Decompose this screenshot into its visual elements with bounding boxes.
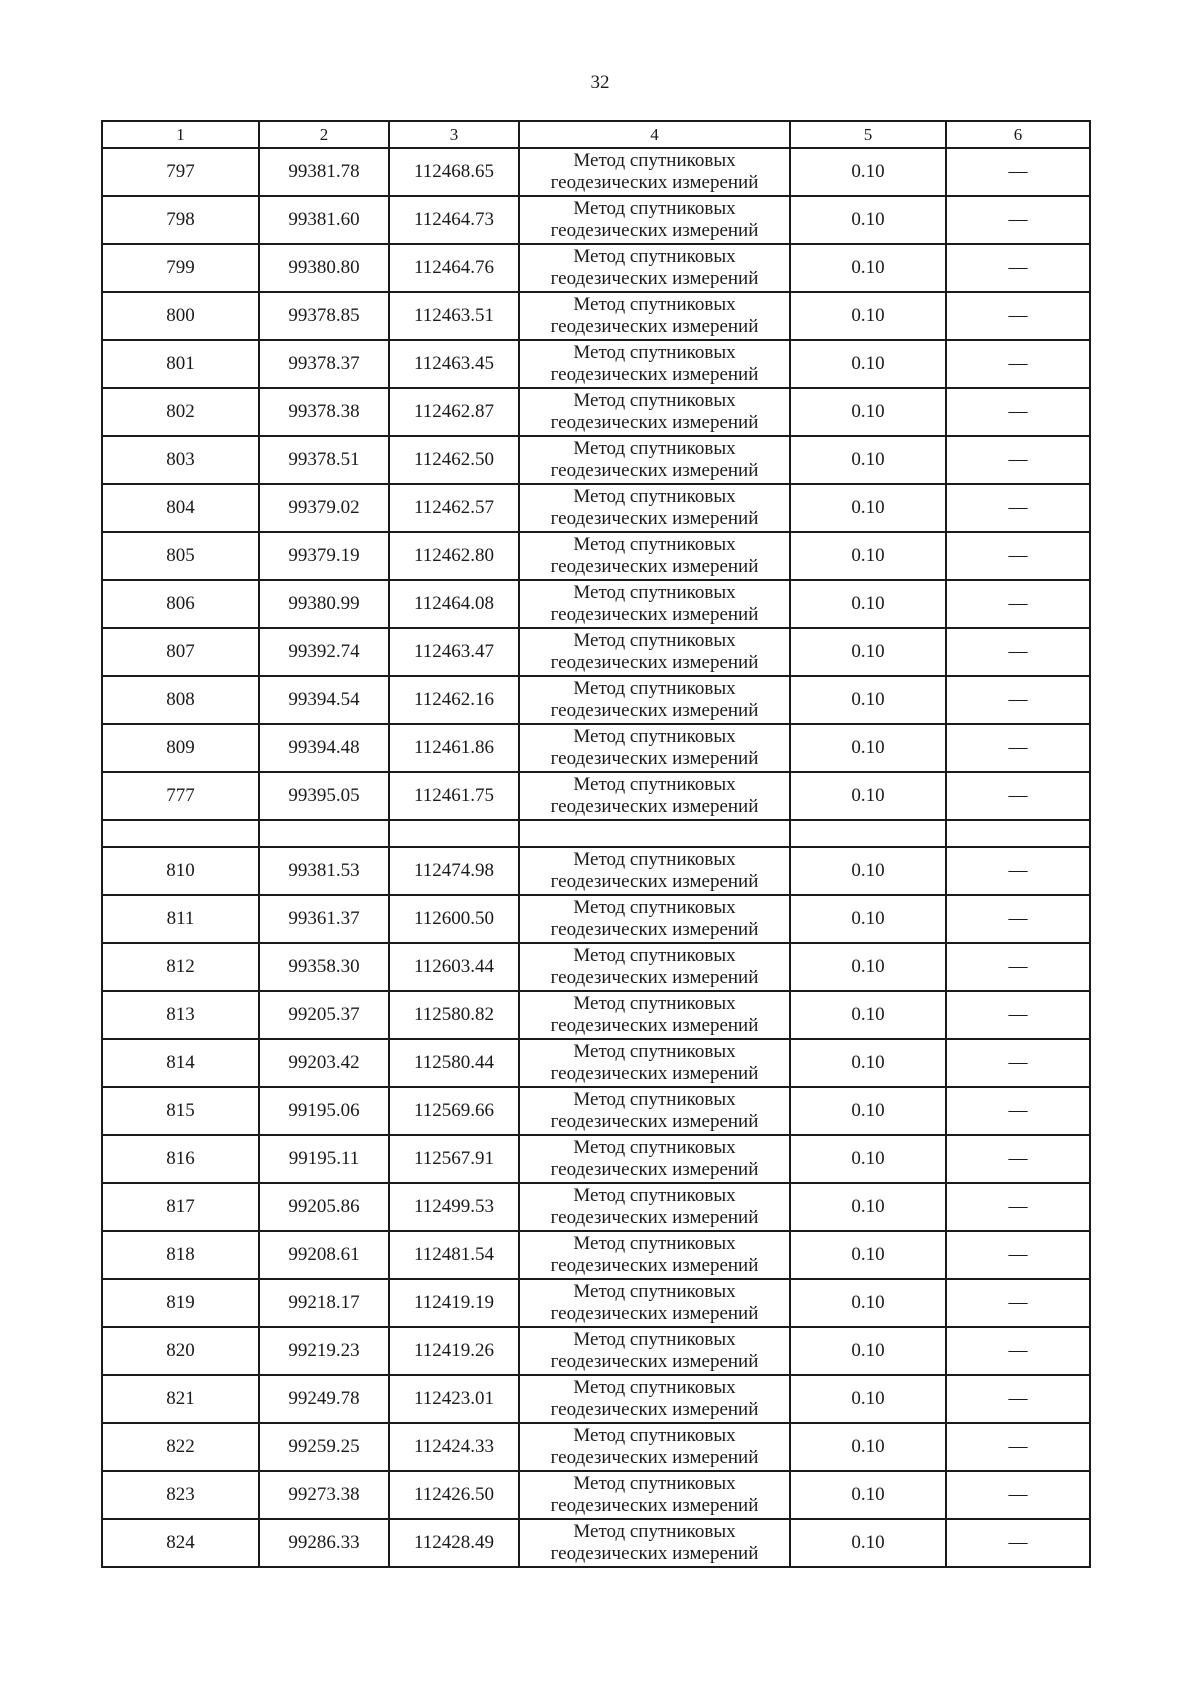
point-number-cell: 801 (102, 340, 259, 388)
y-coordinate-cell: 112426.50 (389, 1471, 519, 1519)
x-coordinate-cell: 99379.19 (259, 532, 389, 580)
method-text-line: геодезических измерений (550, 316, 759, 337)
accuracy-cell: 0.10 (790, 1039, 946, 1087)
method-text-line: Метод спутниковых (573, 534, 736, 555)
note-cell: — (946, 1087, 1090, 1135)
point-number-cell: 815 (102, 1087, 259, 1135)
accuracy-cell: 0.10 (790, 1183, 946, 1231)
method-cell (519, 676, 790, 724)
table-row (102, 1375, 1090, 1423)
point-number-cell: 806 (102, 580, 259, 628)
method-text-line: Метод спутниковых (573, 1137, 736, 1158)
x-coordinate-cell: 99394.48 (259, 724, 389, 772)
column-header: 5 (790, 121, 946, 148)
accuracy-cell: 0.10 (790, 1423, 946, 1471)
note-cell: — (946, 1279, 1090, 1327)
method-text-line: Метод спутниковых (573, 1425, 736, 1446)
method-text-line: геодезических измерений (550, 508, 759, 529)
accuracy-cell: 0.10 (790, 895, 946, 943)
note-cell: — (946, 1471, 1090, 1519)
point-number-cell: 824 (102, 1519, 259, 1567)
table-row (102, 244, 1090, 292)
x-coordinate-cell: 99208.61 (259, 1231, 389, 1279)
y-coordinate-cell: 112481.54 (389, 1231, 519, 1279)
method-text-line: Метод спутниковых (573, 294, 736, 315)
method-text-line: геодезических измерений (550, 1255, 759, 1276)
column-header: 4 (519, 121, 790, 148)
x-coordinate-cell: 99205.86 (259, 1183, 389, 1231)
note-cell: — (946, 484, 1090, 532)
point-number-cell: 821 (102, 1375, 259, 1423)
note-cell: — (946, 340, 1090, 388)
x-coordinate-cell: 99203.42 (259, 1039, 389, 1087)
method-cell (519, 196, 790, 244)
point-number-cell: 811 (102, 895, 259, 943)
table-row (102, 1327, 1090, 1375)
y-coordinate-cell: 112474.98 (389, 847, 519, 895)
method-text-line: Метод спутниковых (573, 897, 736, 918)
note-cell: — (946, 847, 1090, 895)
note-cell: — (946, 724, 1090, 772)
y-coordinate-cell: 112423.01 (389, 1375, 519, 1423)
table-row (102, 1087, 1090, 1135)
accuracy-cell: 0.10 (790, 1519, 946, 1567)
method-text-line: геодезических измерений (550, 652, 759, 673)
method-cell (519, 724, 790, 772)
point-number-cell: 823 (102, 1471, 259, 1519)
accuracy-cell: 0.10 (790, 388, 946, 436)
x-coordinate-cell: 99392.74 (259, 628, 389, 676)
accuracy-cell: 0.10 (790, 724, 946, 772)
note-cell: — (946, 676, 1090, 724)
y-coordinate-cell: 112468.65 (389, 148, 519, 196)
note-cell: — (946, 388, 1090, 436)
note-cell: — (946, 772, 1090, 820)
note-cell: — (946, 292, 1090, 340)
column-header: 1 (102, 121, 259, 148)
point-number-cell: 798 (102, 196, 259, 244)
method-cell (519, 1039, 790, 1087)
table-row (102, 676, 1090, 724)
method-text-line: геодезических измерений (550, 1495, 759, 1516)
y-coordinate-cell: 112603.44 (389, 943, 519, 991)
y-coordinate-cell: 112461.75 (389, 772, 519, 820)
table-row (102, 772, 1090, 820)
table-row (102, 1471, 1090, 1519)
note-cell: — (946, 1423, 1090, 1471)
x-coordinate-cell: 99380.99 (259, 580, 389, 628)
empty-cell (790, 820, 946, 847)
table-row (102, 847, 1090, 895)
y-coordinate-cell: 112569.66 (389, 1087, 519, 1135)
method-text-line: Метод спутниковых (573, 678, 736, 699)
x-coordinate-cell: 99381.60 (259, 196, 389, 244)
method-text-line: Метод спутниковых (573, 1185, 736, 1206)
y-coordinate-cell: 112464.08 (389, 580, 519, 628)
point-number-cell: 812 (102, 943, 259, 991)
method-text-line: Метод спутниковых (573, 582, 736, 603)
method-text-line: геодезических измерений (550, 1015, 759, 1036)
note-cell: — (946, 436, 1090, 484)
method-text-line: геодезических измерений (550, 1399, 759, 1420)
x-coordinate-cell: 99379.02 (259, 484, 389, 532)
table-row (102, 292, 1090, 340)
method-text-line: геодезических измерений (550, 412, 759, 433)
method-text-line: геодезических измерений (550, 1159, 759, 1180)
table-row (102, 991, 1090, 1039)
x-coordinate-cell: 99286.33 (259, 1519, 389, 1567)
accuracy-cell: 0.10 (790, 1327, 946, 1375)
method-cell (519, 580, 790, 628)
method-text-line: геодезических измерений (550, 220, 759, 241)
x-coordinate-cell: 99381.78 (259, 148, 389, 196)
y-coordinate-cell: 112462.87 (389, 388, 519, 436)
method-cell (519, 388, 790, 436)
method-text-line: геодезических измерений (550, 1063, 759, 1084)
point-number-cell: 816 (102, 1135, 259, 1183)
method-cell (519, 1519, 790, 1567)
method-cell (519, 148, 790, 196)
y-coordinate-cell: 112499.53 (389, 1183, 519, 1231)
point-number-cell: 814 (102, 1039, 259, 1087)
accuracy-cell: 0.10 (790, 772, 946, 820)
method-text-line: Метод спутниковых (573, 1281, 736, 1302)
accuracy-cell: 0.10 (790, 484, 946, 532)
empty-cell (259, 820, 389, 847)
accuracy-cell: 0.10 (790, 1135, 946, 1183)
point-number-cell: 804 (102, 484, 259, 532)
method-text-line: Метод спутниковых (573, 1329, 736, 1350)
method-cell (519, 895, 790, 943)
method-cell (519, 1183, 790, 1231)
x-coordinate-cell: 99378.37 (259, 340, 389, 388)
y-coordinate-cell: 112463.45 (389, 340, 519, 388)
empty-cell (519, 820, 790, 847)
method-text-line: Метод спутниковых (573, 438, 736, 459)
method-text-line: Метод спутниковых (573, 390, 736, 411)
method-text-line: геодезических измерений (550, 172, 759, 193)
method-text-line: Метод спутниковых (573, 1089, 736, 1110)
table-row (102, 1183, 1090, 1231)
y-coordinate-cell: 112461.86 (389, 724, 519, 772)
accuracy-cell: 0.10 (790, 628, 946, 676)
note-cell: — (946, 1519, 1090, 1567)
point-number-cell: 805 (102, 532, 259, 580)
note-cell: — (946, 895, 1090, 943)
method-cell (519, 1423, 790, 1471)
method-text-line: геодезических измерений (550, 871, 759, 892)
y-coordinate-cell: 112464.73 (389, 196, 519, 244)
method-cell (519, 772, 790, 820)
accuracy-cell: 0.10 (790, 148, 946, 196)
note-cell: — (946, 1231, 1090, 1279)
note-cell: — (946, 148, 1090, 196)
method-cell (519, 436, 790, 484)
method-cell (519, 943, 790, 991)
x-coordinate-cell: 99205.37 (259, 991, 389, 1039)
accuracy-cell: 0.10 (790, 1471, 946, 1519)
accuracy-cell: 0.10 (790, 1279, 946, 1327)
table-row (102, 580, 1090, 628)
y-coordinate-cell: 112567.91 (389, 1135, 519, 1183)
accuracy-cell: 0.10 (790, 676, 946, 724)
y-coordinate-cell: 112419.19 (389, 1279, 519, 1327)
empty-cell (946, 820, 1090, 847)
point-number-cell: 819 (102, 1279, 259, 1327)
method-cell (519, 1279, 790, 1327)
note-cell: — (946, 196, 1090, 244)
method-text-line: Метод спутниковых (573, 945, 736, 966)
method-cell (519, 484, 790, 532)
method-cell (519, 1087, 790, 1135)
y-coordinate-cell: 112463.51 (389, 292, 519, 340)
method-cell (519, 628, 790, 676)
y-coordinate-cell: 112464.76 (389, 244, 519, 292)
point-number-cell: 810 (102, 847, 259, 895)
method-text-line: геодезических измерений (550, 1207, 759, 1228)
method-cell (519, 532, 790, 580)
method-cell (519, 1231, 790, 1279)
note-cell: — (946, 244, 1090, 292)
table-row (102, 1135, 1090, 1183)
method-text-line: геодезических измерений (550, 748, 759, 769)
method-text-line: Метод спутниковых (573, 342, 736, 363)
y-coordinate-cell: 112419.26 (389, 1327, 519, 1375)
method-text-line: Метод спутниковых (573, 774, 736, 795)
point-number-cell: 799 (102, 244, 259, 292)
accuracy-cell: 0.10 (790, 292, 946, 340)
empty-row (102, 820, 1090, 847)
method-cell (519, 847, 790, 895)
note-cell: — (946, 1183, 1090, 1231)
accuracy-cell: 0.10 (790, 244, 946, 292)
table-row (102, 532, 1090, 580)
method-text-line: геодезических измерений (550, 700, 759, 721)
point-number-cell: 807 (102, 628, 259, 676)
table-row (102, 1423, 1090, 1471)
table-row (102, 484, 1090, 532)
accuracy-cell: 0.10 (790, 436, 946, 484)
point-number-cell: 802 (102, 388, 259, 436)
accuracy-cell: 0.10 (790, 580, 946, 628)
point-number-cell: 813 (102, 991, 259, 1039)
x-coordinate-cell: 99249.78 (259, 1375, 389, 1423)
y-coordinate-cell: 112462.50 (389, 436, 519, 484)
point-number-cell: 817 (102, 1183, 259, 1231)
point-number-cell: 808 (102, 676, 259, 724)
table-section-b (102, 847, 1090, 1567)
accuracy-cell: 0.10 (790, 340, 946, 388)
x-coordinate-cell: 99378.51 (259, 436, 389, 484)
method-cell (519, 991, 790, 1039)
method-text-line: Метод спутниковых (573, 198, 736, 219)
method-text-line: геодезических измерений (550, 967, 759, 988)
method-text-line: Метод спутниковых (573, 1233, 736, 1254)
y-coordinate-cell: 112428.49 (389, 1519, 519, 1567)
accuracy-cell: 0.10 (790, 532, 946, 580)
y-coordinate-cell: 112462.16 (389, 676, 519, 724)
method-text-line: геодезических измерений (550, 1543, 759, 1564)
accuracy-cell: 0.10 (790, 1087, 946, 1135)
method-text-line: геодезических измерений (550, 796, 759, 817)
note-cell: — (946, 628, 1090, 676)
note-cell: — (946, 1375, 1090, 1423)
empty-cell (389, 820, 519, 847)
method-text-line: геодезических измерений (550, 556, 759, 577)
x-coordinate-cell: 99381.53 (259, 847, 389, 895)
method-cell (519, 1375, 790, 1423)
method-text-line: геодезических измерений (550, 1351, 759, 1372)
method-cell (519, 1327, 790, 1375)
x-coordinate-cell: 99218.17 (259, 1279, 389, 1327)
method-text-line: Метод спутниковых (573, 486, 736, 507)
accuracy-cell: 0.10 (790, 196, 946, 244)
table-row (102, 1519, 1090, 1567)
page-number: 32 (590, 72, 610, 93)
header-row (102, 121, 1090, 148)
method-text-line: Метод спутниковых (573, 150, 736, 171)
table-row (102, 1039, 1090, 1087)
method-text-line: Метод спутниковых (573, 1521, 736, 1542)
table-row (102, 148, 1090, 196)
y-coordinate-cell: 112580.82 (389, 991, 519, 1039)
table-row (102, 724, 1090, 772)
method-cell (519, 1135, 790, 1183)
x-coordinate-cell: 99380.80 (259, 244, 389, 292)
method-cell (519, 244, 790, 292)
method-text-line: геодезических измерений (550, 1303, 759, 1324)
note-cell: — (946, 991, 1090, 1039)
point-number-cell: 800 (102, 292, 259, 340)
note-cell: — (946, 943, 1090, 991)
x-coordinate-cell: 99259.25 (259, 1423, 389, 1471)
y-coordinate-cell: 112462.57 (389, 484, 519, 532)
method-text-line: геодезических измерений (550, 460, 759, 481)
x-coordinate-cell: 99394.54 (259, 676, 389, 724)
point-number-cell: 820 (102, 1327, 259, 1375)
method-cell (519, 1471, 790, 1519)
table-row (102, 1279, 1090, 1327)
table-spacer (102, 820, 1090, 847)
table-row (102, 628, 1090, 676)
empty-cell (102, 820, 259, 847)
x-coordinate-cell: 99273.38 (259, 1471, 389, 1519)
table-row (102, 388, 1090, 436)
method-text-line: геодезических измерений (550, 364, 759, 385)
y-coordinate-cell: 112424.33 (389, 1423, 519, 1471)
x-coordinate-cell: 99395.05 (259, 772, 389, 820)
accuracy-cell: 0.10 (790, 943, 946, 991)
coordinates-table (101, 120, 1091, 1568)
method-text-line: Метод спутниковых (573, 630, 736, 651)
x-coordinate-cell: 99195.11 (259, 1135, 389, 1183)
accuracy-cell: 0.10 (790, 991, 946, 1039)
table-section-a (102, 148, 1090, 820)
method-text-line: Метод спутниковых (573, 726, 736, 747)
column-header: 3 (389, 121, 519, 148)
method-text-line: геодезических измерений (550, 604, 759, 625)
note-cell: — (946, 532, 1090, 580)
note-cell: — (946, 1039, 1090, 1087)
note-cell: — (946, 580, 1090, 628)
method-cell (519, 292, 790, 340)
column-header: 6 (946, 121, 1090, 148)
table-row (102, 1231, 1090, 1279)
x-coordinate-cell: 99195.06 (259, 1087, 389, 1135)
y-coordinate-cell: 112580.44 (389, 1039, 519, 1087)
method-text-line: Метод спутниковых (573, 993, 736, 1014)
column-header: 2 (259, 121, 389, 148)
accuracy-cell: 0.10 (790, 847, 946, 895)
method-text-line: Метод спутниковых (573, 246, 736, 267)
accuracy-cell: 0.10 (790, 1375, 946, 1423)
method-text-line: Метод спутниковых (573, 849, 736, 870)
method-text-line: геодезических измерений (550, 1447, 759, 1468)
table-row (102, 943, 1090, 991)
method-cell (519, 340, 790, 388)
point-number-cell: 809 (102, 724, 259, 772)
x-coordinate-cell: 99219.23 (259, 1327, 389, 1375)
method-text-line: геодезических измерений (550, 1111, 759, 1132)
note-cell: — (946, 1327, 1090, 1375)
table-row (102, 196, 1090, 244)
x-coordinate-cell: 99378.85 (259, 292, 389, 340)
point-number-cell: 797 (102, 148, 259, 196)
x-coordinate-cell: 99361.37 (259, 895, 389, 943)
point-number-cell: 777 (102, 772, 259, 820)
x-coordinate-cell: 99378.38 (259, 388, 389, 436)
table-row (102, 436, 1090, 484)
y-coordinate-cell: 112462.80 (389, 532, 519, 580)
x-coordinate-cell: 99358.30 (259, 943, 389, 991)
accuracy-cell: 0.10 (790, 1231, 946, 1279)
point-number-cell: 803 (102, 436, 259, 484)
y-coordinate-cell: 112463.47 (389, 628, 519, 676)
method-text-line: Метод спутниковых (573, 1377, 736, 1398)
method-text-line: Метод спутниковых (573, 1041, 736, 1062)
point-number-cell: 818 (102, 1231, 259, 1279)
point-number-cell: 822 (102, 1423, 259, 1471)
table-row (102, 895, 1090, 943)
method-text-line: геодезических измерений (550, 268, 759, 289)
note-cell: — (946, 1135, 1090, 1183)
method-text-line: Метод спутниковых (573, 1473, 736, 1494)
y-coordinate-cell: 112600.50 (389, 895, 519, 943)
method-text-line: геодезических измерений (550, 919, 759, 940)
table-row (102, 340, 1090, 388)
